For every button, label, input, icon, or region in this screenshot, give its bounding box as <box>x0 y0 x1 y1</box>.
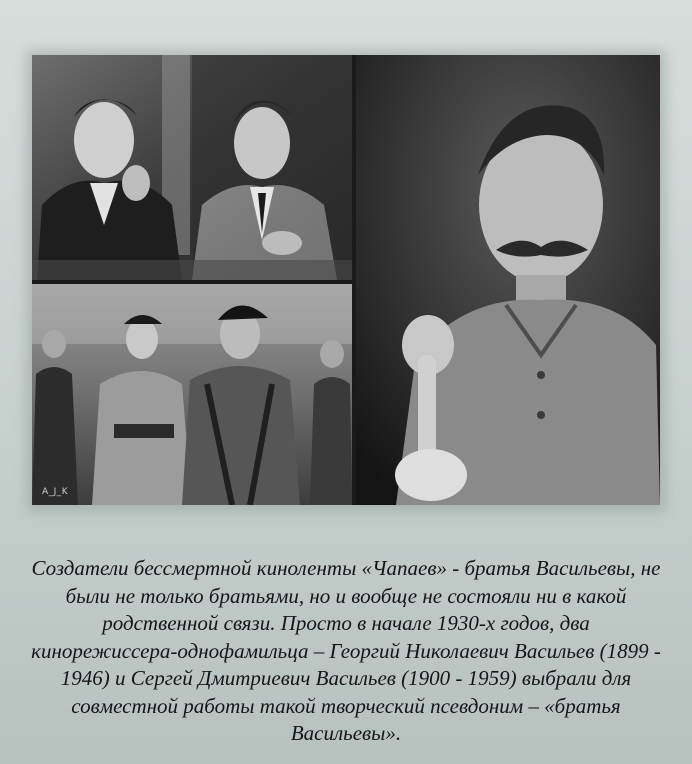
photo-chapaev-portrait <box>356 55 660 505</box>
watermark-text: A_J_K <box>42 487 69 497</box>
photo-film-still-soldiers <box>32 284 352 505</box>
photo-vasilyev-brothers <box>32 55 352 280</box>
photo-collage <box>32 55 660 505</box>
caption-text: Создатели бессмертной киноленты «Чапаев» - братья Васильевы, не были не только братьями, но и вообще не состояли ни в какой родственной связи. Просто в начале 1930-х годов, два кинорежиссера-однофамильца – Георгий Николаевич Васильев (1899 - 1946) и Сергей Дмитриевич Васильев (1900 - 1959) выбрали для совместной работы такой творческий псевдоним – «братья Васильевы». <box>31 556 661 745</box>
